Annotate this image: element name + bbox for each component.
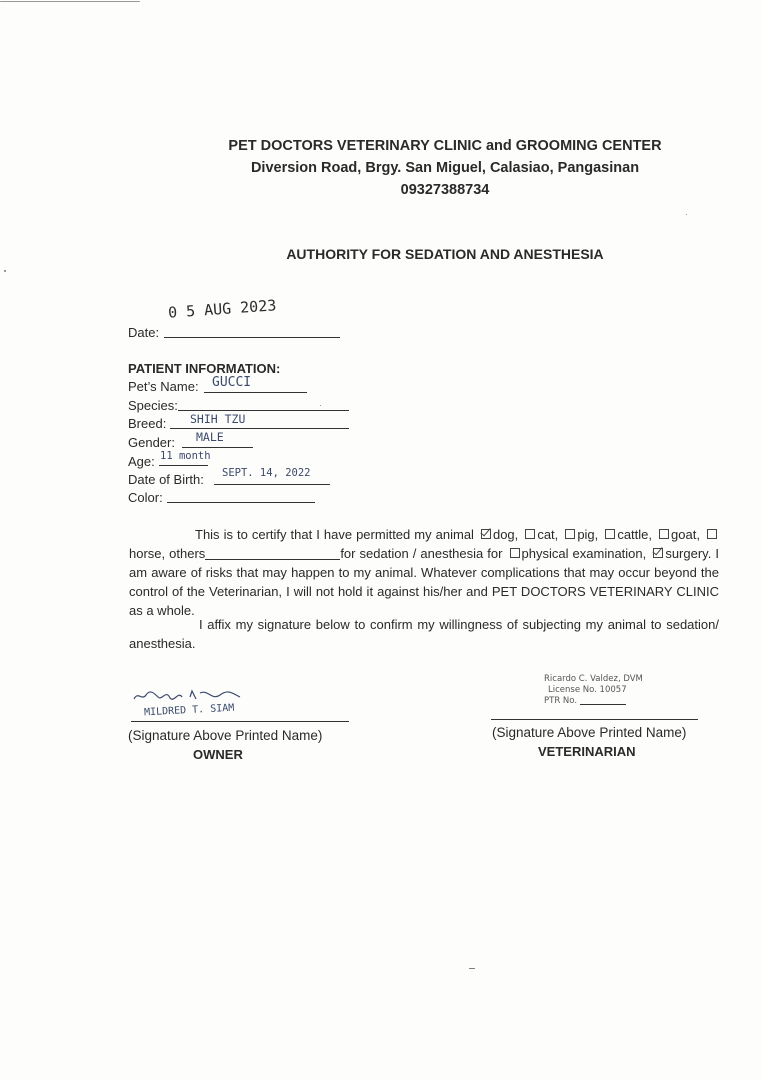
age-line	[159, 465, 208, 466]
species-label: Species:	[128, 398, 178, 413]
scan-speck	[686, 214, 687, 215]
pet-name-line	[204, 392, 307, 393]
pig-label: pig,	[577, 527, 599, 542]
cat-checkbox[interactable]	[525, 529, 535, 539]
dob-value: SEPT. 14, 2022	[222, 467, 311, 479]
consent-affix: I affix my signature below to confirm my willingness of subjecting my animal to sedation/ anesthesia.	[129, 617, 719, 651]
cat-label: cat,	[537, 527, 559, 542]
horse-checkbox[interactable]	[707, 529, 717, 539]
gender-label: Gender:	[128, 435, 175, 450]
date-line	[164, 337, 340, 338]
gender-value: MALE	[196, 430, 224, 444]
gender-line	[182, 447, 253, 448]
owner-role: OWNER	[193, 747, 243, 762]
surgery-checkbox[interactable]	[653, 548, 663, 558]
vet-name: Ricardo C. Valdez, DVM	[544, 674, 643, 684]
goat-label: goat,	[671, 527, 700, 542]
vet-stamp	[544, 674, 643, 707]
physical-exam-label: physical examination,	[521, 546, 647, 561]
consent-rest: I am aware of risks that may happen to my animal. Whatever complications that may occur beyond the control of the Veterinarian, I will not hold it against his/her and PET DOCTORS VETERINARY CLINIC as a whole.	[129, 546, 719, 618]
goat-checkbox[interactable]	[659, 529, 669, 539]
consent-paragraph-2	[129, 615, 719, 653]
dog-label: dog,	[492, 527, 519, 542]
clinic-name: PET DOCTORS VETERINARY CLINIC and GROOMING CENTER	[228, 138, 662, 154]
cattle-checkbox[interactable]	[605, 529, 615, 539]
others-blank[interactable]	[205, 547, 340, 560]
scan-edge	[0, 1, 140, 2]
clinic-address: Diversion Road, Brgy. San Miguel, Calasiao, Pangasinan	[250, 160, 640, 176]
age-value: 11 month	[160, 450, 211, 462]
breed-line	[170, 428, 349, 429]
owner-signature-line	[131, 721, 349, 722]
patient-info-heading: PATIENT INFORMATION:	[128, 361, 281, 376]
species-line	[178, 410, 349, 411]
owner-printed-name: MILDRED T. SIAM	[143, 702, 235, 719]
pet-name-value: GUCCI	[212, 375, 252, 390]
pet-name-label: Pet’s Name:	[128, 379, 199, 394]
pig-checkbox[interactable]	[565, 529, 575, 539]
horse-others-label: horse, others	[129, 546, 206, 561]
scan-speck	[320, 405, 321, 406]
vet-signature-line	[491, 719, 698, 720]
cattle-label: cattle,	[617, 527, 652, 542]
color-label: Color:	[128, 490, 163, 505]
date-stamp: 0 5 AUG 2023	[167, 296, 277, 322]
breed-label: Breed:	[128, 416, 167, 431]
owner-caption: (Signature Above Printed Name)	[128, 728, 323, 743]
dob-line	[214, 484, 330, 485]
physical-exam-checkbox[interactable]	[510, 548, 520, 558]
scan-speck	[4, 270, 6, 272]
dob-label: Date of Birth:	[128, 472, 204, 487]
vet-caption: (Signature Above Printed Name)	[492, 725, 687, 740]
color-line	[167, 502, 315, 503]
date-label: Date:	[128, 325, 160, 340]
vet-role: VETERINARIAN	[538, 744, 636, 759]
age-label: Age:	[128, 454, 155, 469]
consent-intro: This is to certify that I have permitted my animal	[195, 527, 474, 542]
surgery-label: surgery.	[665, 546, 712, 561]
consent-paragraph	[129, 525, 719, 620]
clinic-phone: 09327388734	[400, 182, 490, 198]
consent-for: for sedation / anesthesia for	[340, 546, 503, 561]
vet-license: License No. 10057	[548, 685, 627, 695]
breed-value: SHIH TZU	[190, 412, 246, 426]
vet-ptr: PTR No.	[544, 696, 578, 706]
scan-speck	[469, 968, 475, 969]
dog-checkbox[interactable]	[481, 529, 491, 539]
form-title: AUTHORITY FOR SEDATION AND ANESTHESIA	[286, 246, 604, 262]
